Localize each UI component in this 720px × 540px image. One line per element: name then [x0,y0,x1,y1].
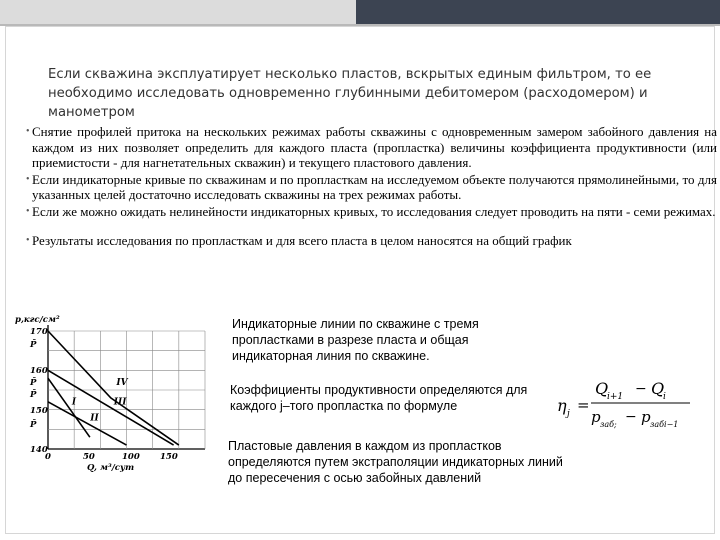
curve-label: III [113,397,127,408]
reservoir-pressure-text: Пластовые давления в каждом из пропластков определяются путем экстраполяции индикаторных линий до пересечения с осью забойных давлений [228,439,563,485]
series-line [48,331,179,445]
formula-den-a: p [591,408,601,426]
bullet-icon: • [26,205,30,217]
y-tick-label: 140 [30,445,48,455]
chart-ylabel: p,кгс/см² [15,315,60,325]
formula-lhs-sub: j [567,409,570,419]
curve-label: I [71,397,77,408]
formula-den-a-sub: заб; [600,420,617,429]
bullet-icon: • [26,173,30,185]
formula-num-minus: − [635,381,647,397]
formula-den-b-sub: забi−1 [650,420,679,429]
bullet-icon: • [26,235,30,246]
y-pressure-label: P̄ [30,378,37,388]
formula-num-a-sub: i+1 [607,392,624,402]
formula-lhs: η [557,396,567,415]
y-pressure-label: P̄ [30,390,37,400]
x-tick-label: 0 [45,452,51,462]
y-tick-labels [29,327,48,455]
curve-label: IV [116,378,128,389]
x-tick-label: 100 [122,452,140,462]
y-tick-label: 170 [30,327,48,337]
bullet-list [0,124,720,250]
productivity-formula [555,372,720,432]
x-tick-labels [45,452,178,462]
bullet-item [0,204,720,220]
bullet-text: Результаты исследования по пропласткам и для всего пласта в целом наносятся на общий график [32,233,572,248]
series-line [48,402,127,445]
bullet-item [0,124,720,171]
chart-plot-area [48,325,205,449]
x-tick-label: 50 [83,452,95,462]
title-bar-accent [356,0,720,24]
bullet-text: Снятие профилей притока на нескольких режимах работы скважины с одновременным замером забойного давления на каждом из них позволяет определить для каждого пласта (пропластка) величины коэффициента продуктивности (или приемистости - для нагнетательных скважин) и текущего пластового давления. [32,124,717,170]
chart-xlabel: Q, м³/сут [87,463,135,473]
x-tick-label: 150 [160,452,178,462]
formula-equals: = [577,396,590,414]
formula-num-b-sub: i [663,392,666,402]
bullet-text: Если индикаторные кривые по скважинам и по пропласткам на исследуемом объекте получаются прямолинейными, то для указанных целей достаточно исследовать скважины на трех режимах работы. [32,171,717,202]
y-pressure-label: P̄ [30,340,37,350]
y-pressure-label: P̄ [30,420,37,430]
intro-text: Если скважина эксплуатирует несколько пластов, вскрытых единым фильтром, то ее необходимо исследовать одновременно глубинными дебитомером (расходомером) и манометром [48,67,652,120]
indicator-chart [15,313,215,473]
series-line [48,370,174,445]
formula-den-b: p [641,408,651,426]
productivity-text: Коэффициенты продуктивности определяются для каждого j–того пропластка по формуле [230,383,528,413]
formula-den-minus: − [625,409,637,425]
curve-label: II [90,413,99,424]
y-tick-label: 150 [30,406,48,416]
y-tick-label: 160 [30,366,48,376]
formula-num-a: Q [595,379,609,398]
bullet-text: Если же можно ожидать нелинейности индикаторных кривых, то исследования следует проводить на пяти - семи режимах. [32,203,716,219]
bullet-item [0,172,720,203]
bullet-icon: • [26,126,30,137]
formula-num-b: Q [651,379,665,398]
series-line [48,378,90,437]
chart-caption: Индикаторные линии по скважине с тремя пропластками в разрезе пласта и общая индикаторная линия по скважине. [232,317,479,363]
bullet-item [0,233,720,249]
